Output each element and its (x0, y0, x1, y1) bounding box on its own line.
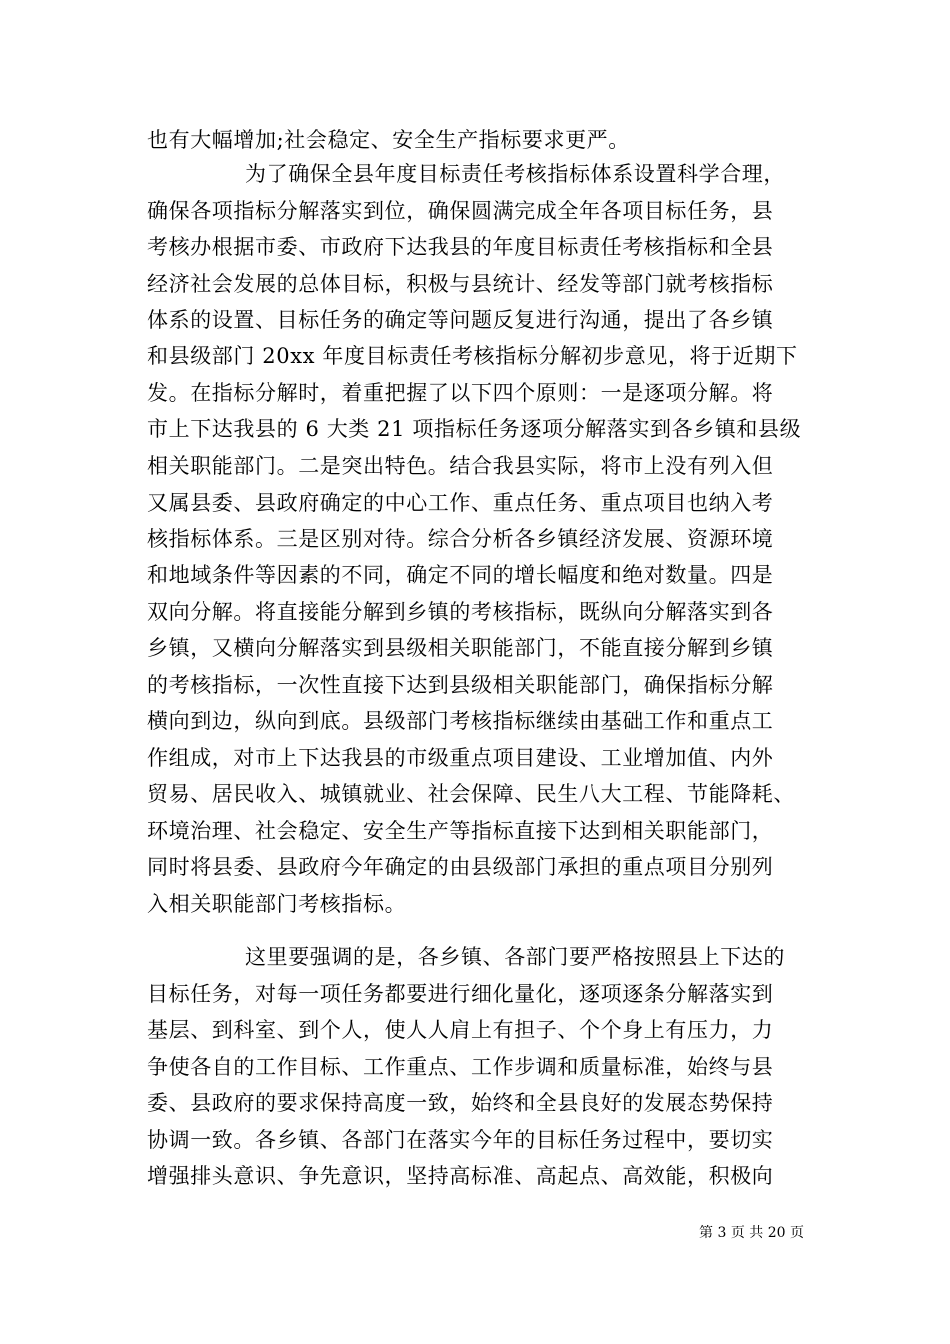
text-line: 入相关职能部门考核指标。 (147, 892, 407, 916)
text-line: 经济社会发展的总体目标，积极与县统计、经发等部门就考核指标 (147, 272, 774, 296)
text-line: 增强排头意识、争先意识，坚持高标准、高起点、高效能，积极向 (147, 1164, 774, 1188)
text-line: 核指标体系。三是区别对待。综合分析各乡镇经济发展、资源环境 (147, 527, 774, 551)
text-line: 体系的设置、目标任务的确定等问题反复进行沟通，提出了各乡镇 (147, 308, 774, 332)
text-line: 目标任务，对每一项任务都要进行细化量化，逐项逐条分解落实到 (147, 982, 774, 1006)
text-line: 争使各自的工作目标、工作重点、工作步调和质量标准，始终与县 (147, 1055, 774, 1079)
text-line: 协调一致。各乡镇、各部门在落实今年的目标任务过程中，要切实 (147, 1128, 774, 1152)
text-line: 市上下达我县的 6 大类 21 项指标任务逐项分解落实到各乡镇和县级 (147, 417, 802, 441)
text-line: 委、县政府的要求保持高度一致，始终和全县良好的发展态势保持 (147, 1091, 774, 1115)
text-line: 作组成，对市上下达我县的市级重点项目建设、工业增加值、内外 (147, 746, 774, 770)
text-line: 相关职能部门。二是突出特色。结合我县实际，将市上没有列入但 (147, 454, 774, 478)
text-line: 基层、到科室、到个人，使人人肩上有担子、个个身上有压力，力 (147, 1018, 774, 1042)
text-line: 也有大幅增加;社会稳定、安全生产指标要求更严。 (147, 128, 630, 152)
text-line: 的考核指标，一次性直接下达到县级相关职能部门，确保指标分解 (147, 673, 774, 697)
text-line: 确保各项指标分解落实到位，确保圆满完成全年各项目标任务，县 (147, 199, 774, 223)
text-line: 和地域条件等因素的不同，确定不同的增长幅度和绝对数量。四是 (147, 563, 774, 587)
text-line: 考核办根据市委、市政府下达我县的年度目标责任考核指标和全县 (147, 235, 774, 259)
text-line: 又属县委、县政府确定的中心工作、重点任务、重点项目也纳入考 (147, 491, 774, 515)
text-line: 和县级部门 20xx 年度目标责任考核指标分解初步意见，将于近期下 (147, 344, 798, 368)
text-line: 同时将县委、县政府今年确定的由县级部门承担的重点项目分别列 (147, 855, 774, 879)
text-line: 横向到边，纵向到底。县级部门考核指标继续由基础工作和重点工 (147, 709, 774, 733)
text-line: 贸易、居民收入、城镇就业、社会保障、民生八大工程、节能降耗、 (147, 782, 795, 806)
paragraph-first-line: 为了确保全县年度目标责任考核指标体系设置科学合理， (245, 162, 785, 186)
text-line: 乡镇，又横向分解落实到县级相关职能部门，不能直接分解到乡镇 (147, 636, 774, 660)
page-number: 第 3 页 共 20 页 (699, 1225, 804, 1241)
paragraph-first-line: 这里要强调的是，各乡镇、各部门要严格按照县上下达的 (245, 945, 785, 969)
text-line: 发。在指标分解时，着重把握了以下四个原则：一是逐项分解。将 (147, 381, 774, 405)
text-line: 双向分解。将直接能分解到乡镇的考核指标，既纵向分解落实到各 (147, 600, 774, 624)
text-line: 环境治理、社会稳定、安全生产等指标直接下达到相关职能部门， (147, 819, 774, 843)
